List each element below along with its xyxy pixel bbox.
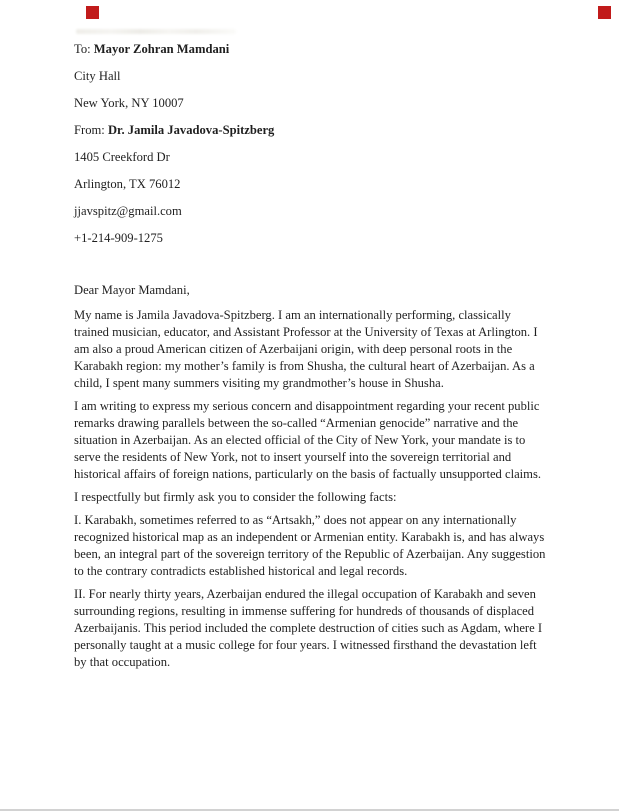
red-marker-top-right xyxy=(598,6,611,19)
to-label: To: xyxy=(74,42,91,56)
recipient-to-line xyxy=(74,42,547,57)
sender-address-line: 1405 Creekford Dr xyxy=(74,150,170,164)
letter-paragraph: II. For nearly thirty years, Azerbaijan endured the illegal occupation of Karabakh and seven surrounding regions, resulting in immense suffering for hundreds of thousands of displaced Azerbaijanis. This period included the complete destruction of cities such as Agdam, where I personally taught at a music college for four years. I witnessed firsthand the devastation left by that occupation. xyxy=(74,587,543,669)
recipient-address-line: City Hall xyxy=(74,69,121,83)
sender-name: Dr. Jamila Javadova-Spitzberg xyxy=(107,123,275,137)
salutation: Dear Mayor Mamdani, xyxy=(74,283,190,297)
letter-paragraph: I am writing to express my serious concern and disappointment regarding your recent public remarks drawing parallels between the so-called “Armenian genocide” narrative and the situation in Azerbaijan. As an elected official of the City of New York, your mandate is to serve the residents of New York, not to insert yourself into the sovereign territorial and historical affairs of foreign nations, particularly on the basis of factually unsupported claims. xyxy=(74,399,542,481)
letter-paragraph: I. Karabakh, sometimes referred to as “Artsakh,” does not appear on any internationally recognized historical map as an independent or Armenian entity. Karabakh is, and has always been, an integral part of the sovereign territory of the Republic of Azerbaijan. Any suggestion to the contrary contradicts established historical and legal records. xyxy=(74,513,546,578)
from-label: From: xyxy=(74,123,105,137)
letter-body xyxy=(74,42,547,677)
sender-email: jjavspitz@gmail.com xyxy=(74,204,182,218)
sender-address-line: Arlington, TX 76012 xyxy=(74,177,181,191)
letter-paragraph: I respectfully but firmly ask you to consider the following facts: xyxy=(74,490,397,504)
faded-text-artifact xyxy=(76,29,236,34)
recipient-name: Mayor Zohran Mamdani xyxy=(93,42,230,56)
sender-phone: +1-214-909-1275 xyxy=(74,231,163,245)
red-marker-top-left xyxy=(86,6,99,19)
sender-from-line xyxy=(74,123,547,138)
letter-paragraph: My name is Jamila Javadova-Spitzberg. I am an internationally performing, classically trained musician, educator, and Assistant Professor at the University of Texas at Arlington. I am also a proud American citizen of Azerbaijani origin, with deep personal roots in the Karabakh region: my mother’s family is from Shusha, the cultural heart of Azerbaijan. As a child, I spent many summers visiting my grandmother’s house in Shusha. xyxy=(74,308,538,390)
recipient-address-line: New York, NY 10007 xyxy=(74,96,184,110)
